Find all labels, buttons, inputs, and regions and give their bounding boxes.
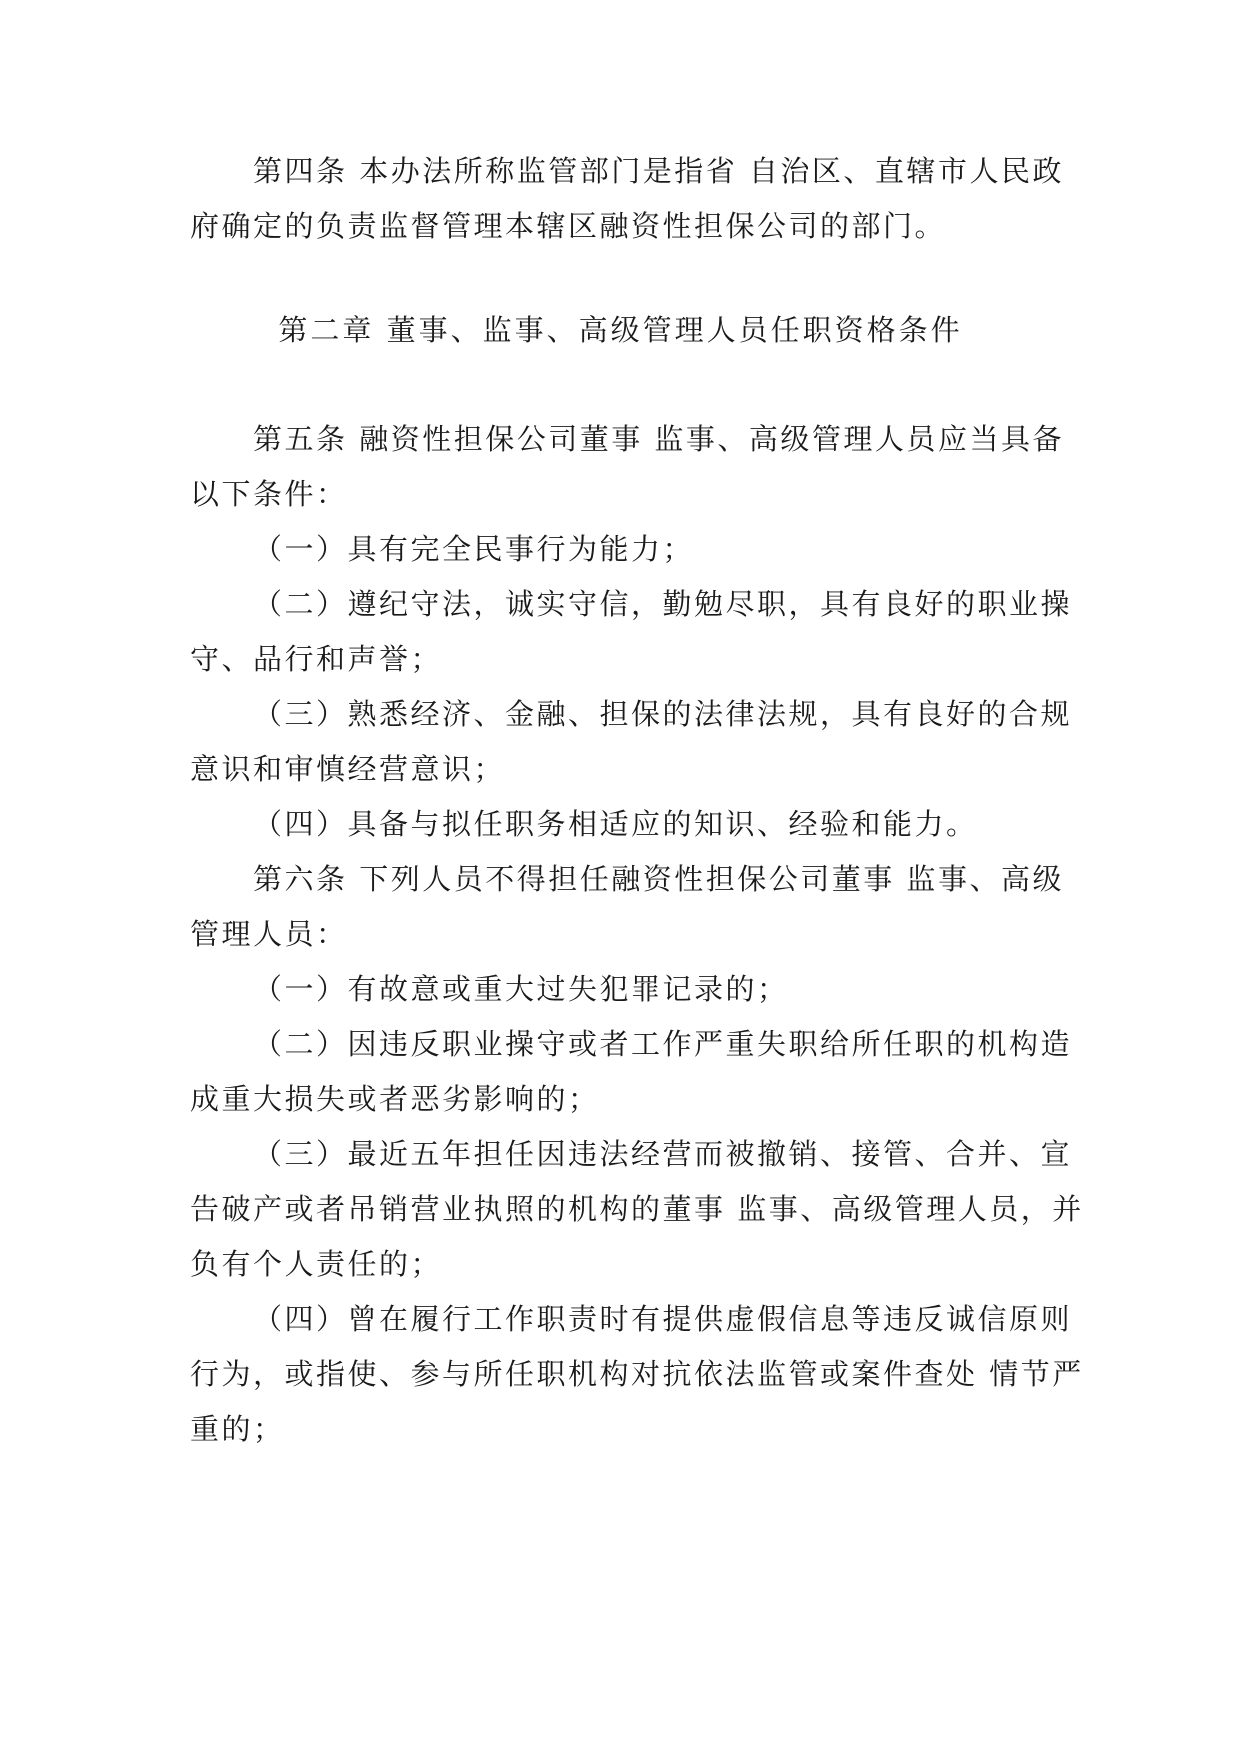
article-5-item-3-line-2: 意识和审慎经营意识； <box>190 752 506 786</box>
article-5-item-4-line-1: （四）具备与拟任职务相适应的知识、经验和能力。 <box>253 807 978 841</box>
article-4-line-2: 府确定的负责监督管理本辖区融资性担保公司的部门。 <box>190 209 947 243</box>
article-6-item-4-line-3: 重的； <box>190 1412 285 1446</box>
article-4-line-1: 第四条 本办法所称监管部门是指省 自治区、直辖市人民政 <box>253 154 1064 188</box>
article-6-item-4-line-1: （四）曾在履行工作职责时有提供虚假信息等违反诚信原则 <box>253 1302 1073 1336</box>
article-5-line-2: 以下条件： <box>190 477 348 511</box>
chapter-2-heading: 第二章 董事、监事、高级管理人员任职资格条件 <box>278 313 963 347</box>
article-6-item-2-line-1: （二）因违反职业操守或者工作严重失职给所任职的机构造 <box>253 1027 1073 1061</box>
article-6-item-3-line-2: 告破产或者吊销营业执照的机构的董事 监事、高级管理人员，并 <box>190 1192 1084 1226</box>
article-6-line-2: 管理人员： <box>190 917 348 951</box>
article-5-item-3-line-1: （三）熟悉经济、金融、担保的法律法规，具有良好的合规 <box>253 697 1073 731</box>
article-6-item-4-line-2: 行为，或指使、参与所任职机构对抗依法监管或案件查处 情节严 <box>190 1357 1084 1391</box>
article-6-item-2-line-2: 成重大损失或者恶劣影响的； <box>190 1082 600 1116</box>
article-6-item-1-line-1: （一）有故意或重大过失犯罪记录的； <box>253 972 789 1006</box>
article-5-item-2-line-2: 守、品行和声誉； <box>190 642 443 676</box>
article-5-item-2-line-1: （二）遵纪守法，诚实守信，勤勉尽职，具有良好的职业操 <box>253 587 1073 621</box>
article-6-item-3-line-3: 负有个人责任的； <box>190 1247 443 1281</box>
article-5-item-1-line-1: （一）具有完全民事行为能力； <box>253 532 695 566</box>
article-6-line-1: 第六条 下列人员不得担任融资性担保公司董事 监事、高级 <box>253 862 1064 896</box>
article-6-item-3-line-1: （三）最近五年担任因违法经营而被撤销、接管、合并、宣 <box>253 1137 1073 1171</box>
article-5-line-1: 第五条 融资性担保公司董事 监事、高级管理人员应当具备 <box>253 422 1064 456</box>
